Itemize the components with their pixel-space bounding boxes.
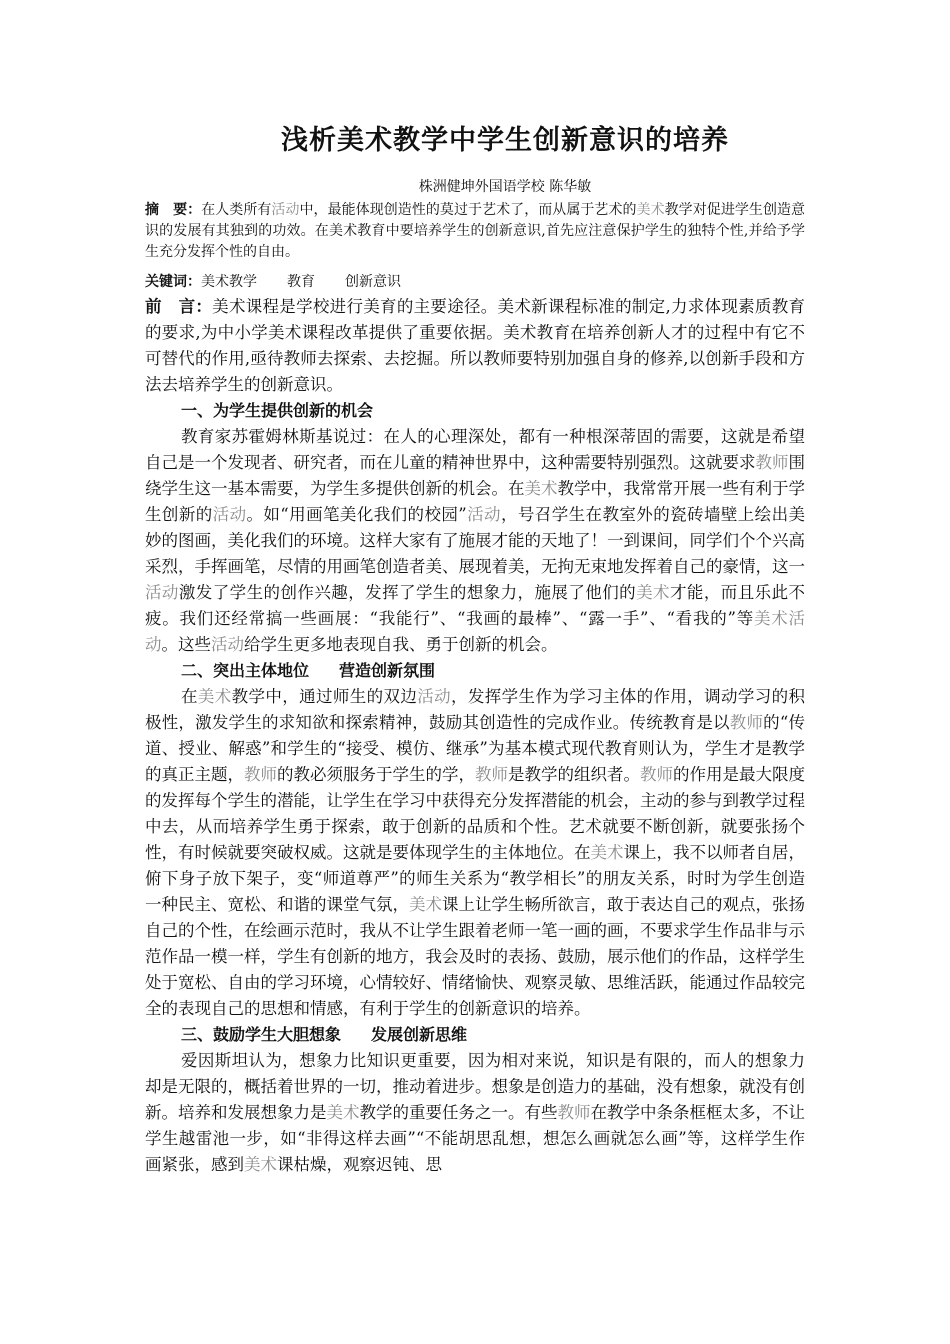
section-heading-3 bbox=[145, 1022, 805, 1048]
keyword-item: 美术教学 bbox=[201, 274, 257, 290]
body-text bbox=[145, 294, 805, 1178]
section-heading-text: 发展创新思维 bbox=[371, 1025, 468, 1044]
text-run: 的教必须服务于学生的学， bbox=[277, 765, 475, 784]
author-line: 株洲健坤外国语学校 陈华敏 bbox=[418, 179, 592, 195]
highlighted-term: 教师 bbox=[729, 713, 764, 732]
text-run: 给学生更多地表现自我、勇于创新的机会。 bbox=[244, 635, 558, 654]
abstract-body bbox=[145, 202, 805, 260]
highlighted-term: 美术 bbox=[197, 687, 232, 706]
preface-body bbox=[145, 297, 805, 394]
text-run: 在教学中条条框框太多，不让学生越雷池一步，如“非得这样去画”“不能胡思乱想，想怎么画就怎么画”等，这样学生作画紧张，感到 bbox=[145, 1103, 805, 1174]
section-paragraph-2 bbox=[145, 684, 805, 1022]
text-run: 美术课程是学校进行美育的主要途径。美术新课程标准的制定,力求体现素质教育的要求,为中小学美术课程改革提供了重要依据。美术教育在培养创新人才的过程中有它不可替代的作用,亟待教师去探索、去挖掘。所以教师要特别加强自身的修养,以创新手段和方法去培养学生的创新意识。 bbox=[145, 297, 805, 394]
text-run: 在 bbox=[181, 687, 198, 706]
highlighted-term: 活动 bbox=[211, 635, 244, 654]
section-heading-1 bbox=[145, 398, 805, 424]
section-heading-2 bbox=[145, 658, 805, 684]
text-run: 教学中，通过师生的双边 bbox=[231, 687, 418, 706]
highlighted-term: 教师 bbox=[475, 765, 508, 784]
text-run: 在人类所有 bbox=[201, 202, 272, 218]
text-run: ，发挥学生作为学习主体的作用，调动学习的积极性，激发学生的求知欲和探索精神，鼓励其创造性的完成作业。传统教育是以 bbox=[145, 687, 805, 732]
text-run: 教学的重要任务之一。有些 bbox=[359, 1103, 558, 1122]
highlighted-term: 美术 bbox=[636, 583, 670, 602]
highlighted-term: 美术 bbox=[326, 1103, 360, 1122]
highlighted-term: 美术 bbox=[244, 1155, 277, 1174]
highlighted-term: 活动 bbox=[145, 583, 179, 602]
text-run: 中，最能体现创造性的莫过于艺术了，而从属于艺术的 bbox=[299, 202, 637, 218]
text-run: 课上，我不以师者自居，俯下身子放下架子，变“师道尊严”的师生关系为“教学相长”的朋友关系，时时为学生创造一种民主、宽松、和谐的课堂气氛， bbox=[145, 843, 805, 914]
text-run: 。这些 bbox=[161, 635, 211, 654]
text-run: 的“传道、授业、解惑”和学生的“接受、模仿、继承”为基本模式现代教育则认为，学生才是教学的真正主题， bbox=[145, 713, 806, 784]
keyword-item: 教育 bbox=[287, 274, 315, 290]
preface-label: 前 言： bbox=[145, 297, 213, 316]
text-run: 的作用是最大限度的发挥每个学生的潜能，让学生在学习中获得充分发挥潜能的机会，主动的参与到教学过程中去，从而培养学生勇于探索，敢于创新的品质和个性。艺术就要不断创新，就要张扬个性，有时候就要突破权威。这就是要体现学生的主体地位。在 bbox=[145, 765, 805, 862]
section-heading-text: 二、突出主体地位 bbox=[181, 661, 310, 680]
text-run: 教学中，我常常开展一些有利于学生创新的 bbox=[145, 479, 805, 524]
text-run: 课上让学生畅所欲言，敢于表达自己的观点，张扬自己的个性，在绘画示范时，我从不让学生跟着老师一笔一画的画，不要求学生作品非与示范作品一模一样，学生有创新的地方，我会及时的表扬、鼓励，展示他们的作品，这样学生处于宽松、自由的学习环境，心情较好、情绪愉快、观察灵敏、思维活跃，能通过作品较完全的表现自己的思想和情感，有利于学生的创新意识的培养。 bbox=[145, 895, 805, 1018]
keywords bbox=[145, 272, 805, 293]
highlighted-term: 教师 bbox=[640, 765, 673, 784]
preface-paragraph bbox=[145, 294, 805, 398]
highlighted-term: 活动 bbox=[417, 687, 451, 706]
text-run: 爱因斯坦认为，想象力比知识更重要，因为相对来说，知识是有限的，而人的想象力却是无限的，概括着世界的一切，推动着进步。想象是创造力的基础，没有想象，就没有创新。培养和发展想象力是 bbox=[145, 1051, 805, 1122]
highlighted-term: 美术活动 bbox=[145, 609, 806, 654]
highlighted-term: 美术 bbox=[636, 202, 665, 218]
text-run: 才能，而且乐此不疲。我们还经常搞一些画展：“我能行”、“我画的最棒”、“露一手”、“看我的”等 bbox=[145, 583, 806, 628]
text-run: 教学对促进学生创造意识的发展有其独到的功效。在美术教育中要培养学生的创新意识,首先应注意保护学生的独特个性,并给予学生充分发挥个性的自由。 bbox=[145, 202, 806, 260]
highlighted-term: 教师 bbox=[244, 765, 277, 784]
text-run: 。如“用画笔美化我们的校园” bbox=[246, 505, 467, 524]
highlighted-term: 活动 bbox=[212, 505, 247, 524]
section-paragraph-3 bbox=[145, 1048, 805, 1178]
section-paragraph-1 bbox=[145, 424, 805, 658]
text-run: 课枯燥，观察迟钝、思 bbox=[277, 1155, 442, 1174]
section-heading-text: 营造创新氛围 bbox=[339, 661, 436, 680]
abstract-label: 摘 要： bbox=[145, 202, 202, 218]
highlighted-term: 活动 bbox=[466, 505, 501, 524]
text-run: ，号召学生在教室外的瓷砖墙壁上绘出美妙的图画，美化我们的环境。这样大家有了施展才能的天地了！一到课间，同学们个个兴高采烈，手挥画笔，尽情的用画笔创造者美、展现着美，无拘无束地发挥着自己的豪情，这一 bbox=[145, 505, 806, 576]
text-run: 是教学的组织者。 bbox=[508, 765, 640, 784]
section-heading-text: 一、为学生提供创新的机会 bbox=[181, 401, 374, 420]
keyword-item: 创新意识 bbox=[345, 274, 401, 290]
highlighted-term: 活动 bbox=[271, 202, 300, 218]
text-run: 围绕学生这一基本需要，为学生多提供创新的机会。在 bbox=[145, 453, 805, 498]
highlighted-term: 美术 bbox=[524, 479, 558, 498]
abstract bbox=[145, 200, 805, 263]
section-heading-text: 三、鼓励学生大胆想象 bbox=[181, 1025, 342, 1044]
highlighted-term: 美术 bbox=[590, 843, 624, 862]
highlighted-term: 美术 bbox=[409, 895, 442, 914]
text-run: 激发了学生的创作兴趣，发挥了学生的想象力，施展了他们的 bbox=[178, 583, 637, 602]
keywords-label: 关键词： bbox=[145, 274, 201, 290]
document-title: 浅析美术教学中学生创新意识的培养 bbox=[281, 125, 729, 156]
text-run: 教育家苏霍姆林斯基说过：在人的心理深处，都有一种根深蒂固的需要，这就是希望自己是一个发现者、研究者，而在儿童的精神世界中，这种需要特别强烈。这就要求 bbox=[145, 427, 805, 472]
highlighted-term: 教师 bbox=[557, 1103, 591, 1122]
highlighted-term: 教师 bbox=[755, 453, 789, 472]
